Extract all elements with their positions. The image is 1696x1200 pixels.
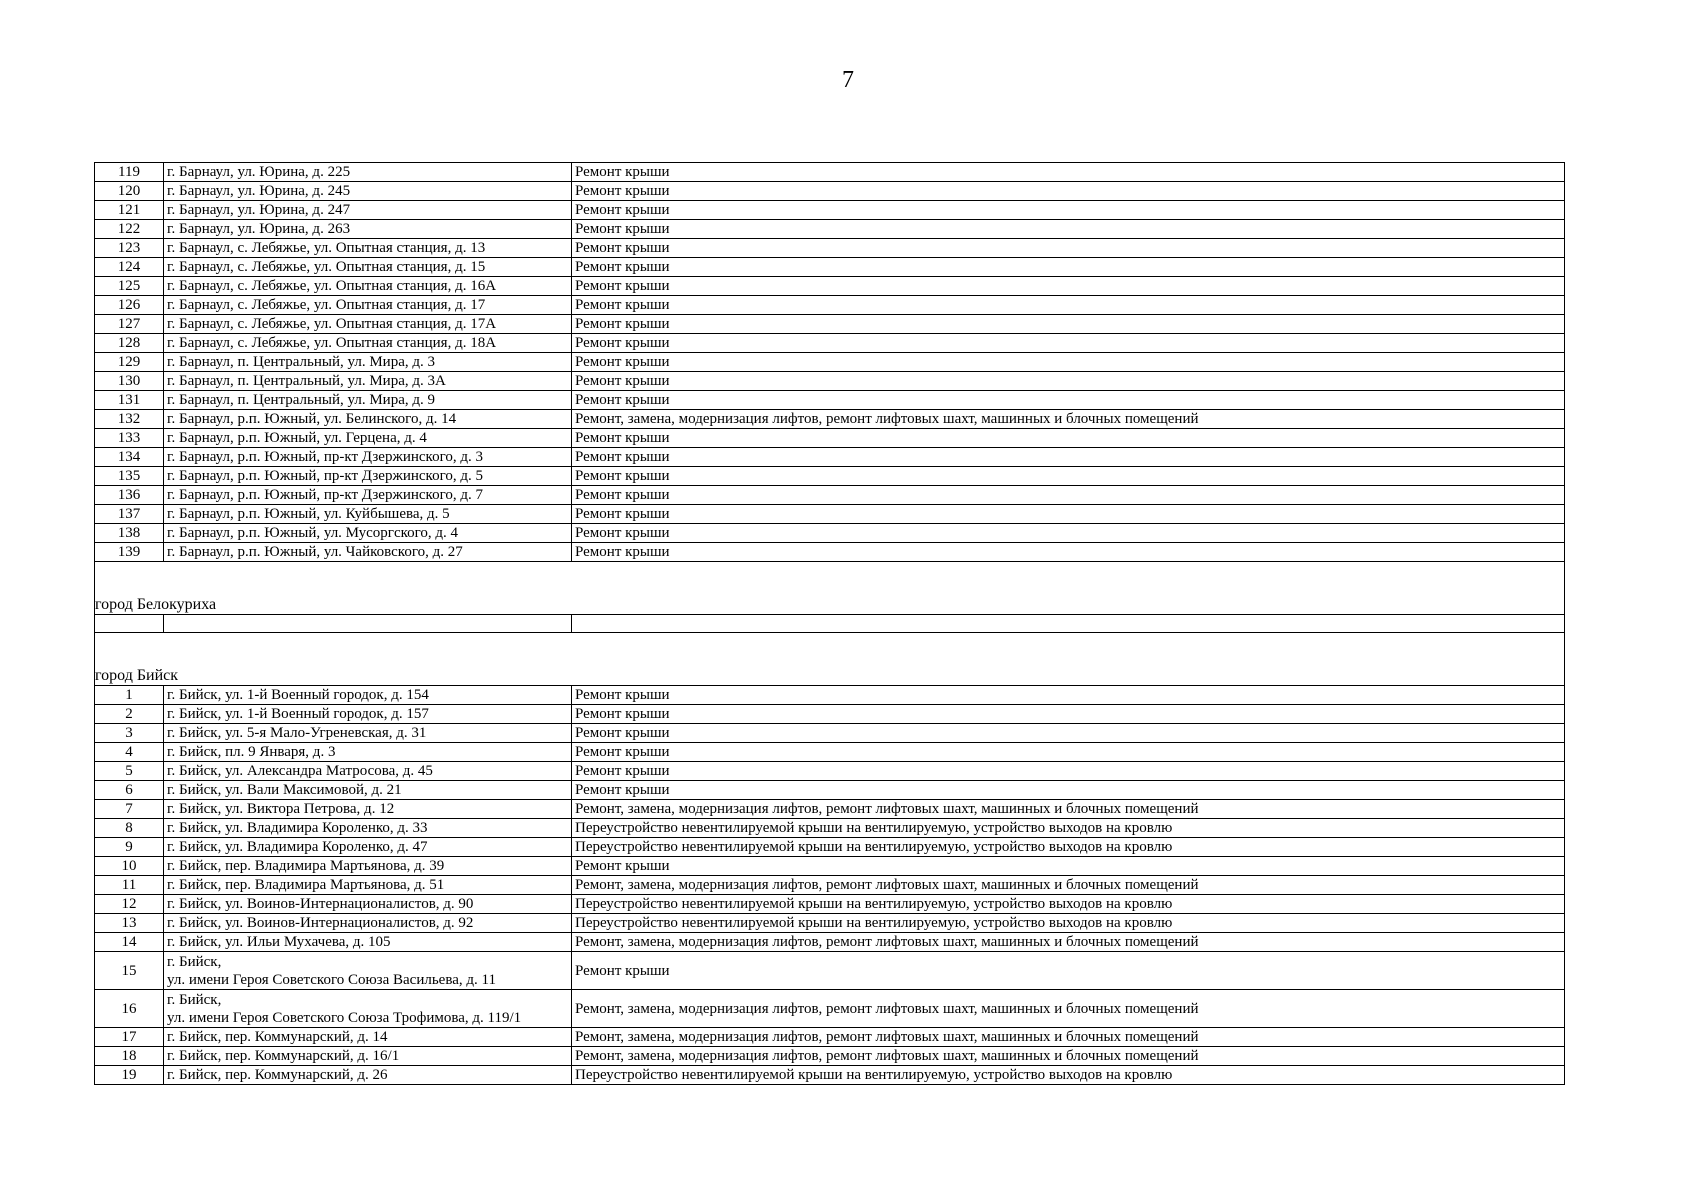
table-row — [95, 762, 1565, 781]
row-address: г. Барнаул, р.п. Южный, ул. Герцена, д. 4 — [164, 429, 572, 448]
row-work: Ремонт крыши — [572, 524, 1565, 543]
table-row — [95, 705, 1565, 724]
row-work: Ремонт крыши — [572, 705, 1565, 724]
row-number: 128 — [95, 334, 164, 353]
row-address: г. Барнаул, ул. Юрина, д. 263 — [164, 220, 572, 239]
row-work: Ремонт крыши — [572, 781, 1565, 800]
row-address-line: ул. имени Героя Советского Союза Васильева, д. 11 — [167, 972, 496, 988]
row-work: Ремонт крыши — [572, 239, 1565, 258]
row-number: 1 — [95, 686, 164, 705]
row-number: 122 — [95, 220, 164, 239]
row-number: 136 — [95, 486, 164, 505]
row-number: 134 — [95, 448, 164, 467]
row-work: Ремонт крыши — [572, 353, 1565, 372]
row-address: г. Бийск, пер. Коммунарский, д. 14 — [164, 1028, 572, 1047]
table-row — [95, 686, 1565, 705]
table-row — [95, 429, 1565, 448]
row-work: Ремонт крыши — [572, 448, 1565, 467]
row-work: Ремонт, замена, модернизация лифтов, ремонт лифтовых шахт, машинных и блочных помещений — [572, 1028, 1565, 1047]
row-number: 131 — [95, 391, 164, 410]
row-number: 133 — [95, 429, 164, 448]
section-title: город Белокуриха — [95, 562, 1565, 615]
table-row — [95, 876, 1565, 895]
row-address-line: г. Бийск, — [167, 954, 222, 970]
row-work: Ремонт крыши — [572, 952, 1565, 990]
table-row — [95, 952, 1565, 990]
row-address: г. Бийск, пер. Владимира Мартьянова, д. 39 — [164, 857, 572, 876]
row-number: 132 — [95, 410, 164, 429]
row-address: г. Бийск, ул. Владимира Короленко, д. 47 — [164, 838, 572, 857]
row-address: г. Барнаул, р.п. Южный, пр-кт Дзержинского, д. 5 — [164, 467, 572, 486]
row-number: 4 — [95, 743, 164, 762]
table-row — [95, 781, 1565, 800]
row-work: Ремонт, замена, модернизация лифтов, ремонт лифтовых шахт, машинных и блочных помещений — [572, 410, 1565, 429]
row-work — [572, 615, 1565, 633]
table-row — [95, 1028, 1565, 1047]
table-row — [95, 800, 1565, 819]
row-work: Ремонт крыши — [572, 686, 1565, 705]
row-address: г. Бийск, пл. 9 Января, д. 3 — [164, 743, 572, 762]
row-number: 120 — [95, 182, 164, 201]
row-address: г. Барнаул, с. Лебяжье, ул. Опытная станция, д. 17 — [164, 296, 572, 315]
table-row — [95, 914, 1565, 933]
row-work: Ремонт крыши — [572, 334, 1565, 353]
table-row — [95, 239, 1565, 258]
row-address: г. Бийск, пер. Владимира Мартьянова, д. 51 — [164, 876, 572, 895]
table-row — [95, 895, 1565, 914]
table-row — [95, 543, 1565, 562]
row-work: Ремонт крыши — [572, 220, 1565, 239]
row-number: 139 — [95, 543, 164, 562]
section-title: город Бийск — [95, 633, 1565, 686]
row-work: Ремонт крыши — [572, 182, 1565, 201]
works-table — [94, 162, 1565, 1085]
table-row — [95, 296, 1565, 315]
row-work: Ремонт крыши — [572, 762, 1565, 781]
row-number: 16 — [95, 990, 164, 1028]
row-number: 2 — [95, 705, 164, 724]
row-number: 8 — [95, 819, 164, 838]
row-number: 126 — [95, 296, 164, 315]
table-row — [95, 819, 1565, 838]
row-work: Ремонт крыши — [572, 467, 1565, 486]
row-work: Переустройство невентилируемой крыши на вентилируемую, устройство выходов на кровлю — [572, 914, 1565, 933]
table-row — [95, 724, 1565, 743]
row-number: 125 — [95, 277, 164, 296]
row-work: Ремонт крыши — [572, 724, 1565, 743]
row-address: г. Бийск, ул. Виктора Петрова, д. 12 — [164, 800, 572, 819]
row-work: Ремонт крыши — [572, 163, 1565, 182]
row-address — [164, 952, 572, 990]
table-row — [95, 258, 1565, 277]
empty-row — [95, 615, 1565, 633]
row-address-line: г. Бийск, — [167, 992, 222, 1008]
row-address: г. Бийск, ул. Вали Максимовой, д. 21 — [164, 781, 572, 800]
table-row — [95, 467, 1565, 486]
table-row — [95, 990, 1565, 1028]
row-address: г. Барнаул, с. Лебяжье, ул. Опытная станция, д. 15 — [164, 258, 572, 277]
row-work: Ремонт крыши — [572, 201, 1565, 220]
table-row — [95, 1047, 1565, 1066]
row-work: Ремонт крыши — [572, 429, 1565, 448]
row-number: 123 — [95, 239, 164, 258]
row-address: г. Бийск, ул. Владимира Короленко, д. 33 — [164, 819, 572, 838]
table-row — [95, 220, 1565, 239]
table-row — [95, 486, 1565, 505]
table-row — [95, 163, 1565, 182]
row-address: г. Барнаул, р.п. Южный, пр-кт Дзержинского, д. 3 — [164, 448, 572, 467]
table-row — [95, 353, 1565, 372]
row-number: 11 — [95, 876, 164, 895]
row-work: Ремонт крыши — [572, 296, 1565, 315]
row-number: 6 — [95, 781, 164, 800]
row-work: Переустройство невентилируемой крыши на вентилируемую, устройство выходов на кровлю — [572, 819, 1565, 838]
row-number: 12 — [95, 895, 164, 914]
row-work: Ремонт крыши — [572, 505, 1565, 524]
row-number: 10 — [95, 857, 164, 876]
row-address: г. Барнаул, ул. Юрина, д. 245 — [164, 182, 572, 201]
row-number: 18 — [95, 1047, 164, 1066]
row-address: г. Бийск, ул. Воинов-Интернационалистов, д. 90 — [164, 895, 572, 914]
row-address: г. Барнаул, с. Лебяжье, ул. Опытная станция, д. 16А — [164, 277, 572, 296]
row-address — [164, 615, 572, 633]
row-work: Ремонт крыши — [572, 391, 1565, 410]
row-address: г. Барнаул, р.п. Южный, ул. Куйбышева, д. 5 — [164, 505, 572, 524]
row-work: Ремонт крыши — [572, 857, 1565, 876]
row-number: 129 — [95, 353, 164, 372]
section-belokurikha — [95, 562, 1565, 615]
table-row — [95, 1066, 1565, 1085]
table-row — [95, 334, 1565, 353]
row-number: 13 — [95, 914, 164, 933]
row-address: г. Барнаул, ул. Юрина, д. 247 — [164, 201, 572, 220]
table-row — [95, 933, 1565, 952]
table-row — [95, 372, 1565, 391]
table-body — [95, 163, 1565, 1085]
table-row — [95, 448, 1565, 467]
row-number: 17 — [95, 1028, 164, 1047]
row-work: Переустройство невентилируемой крыши на вентилируемую, устройство выходов на кровлю — [572, 838, 1565, 857]
row-address: г. Барнаул, р.п. Южный, ул. Чайковского, д. 27 — [164, 543, 572, 562]
row-number: 9 — [95, 838, 164, 857]
row-address: г. Бийск, ул. 5-я Мало-Угреневская, д. 31 — [164, 724, 572, 743]
row-address: г. Барнаул, п. Центральный, ул. Мира, д. 9 — [164, 391, 572, 410]
row-address: г. Бийск, ул. 1-й Военный городок, д. 154 — [164, 686, 572, 705]
row-address: г. Бийск, пер. Коммунарский, д. 16/1 — [164, 1047, 572, 1066]
row-work: Переустройство невентилируемой крыши на вентилируемую, устройство выходов на кровлю — [572, 895, 1565, 914]
row-address: г. Барнаул, с. Лебяжье, ул. Опытная станция, д. 13 — [164, 239, 572, 258]
row-address: г. Барнаул, р.п. Южный, ул. Белинского, д. 14 — [164, 410, 572, 429]
row-address: г. Барнаул, с. Лебяжье, ул. Опытная станция, д. 17А — [164, 315, 572, 334]
row-number: 5 — [95, 762, 164, 781]
row-address: г. Бийск, ул. Александра Матросова, д. 45 — [164, 762, 572, 781]
row-work: Ремонт крыши — [572, 315, 1565, 334]
row-number: 3 — [95, 724, 164, 743]
table-row — [95, 524, 1565, 543]
table-row — [95, 410, 1565, 429]
row-work: Ремонт крыши — [572, 486, 1565, 505]
table-row — [95, 838, 1565, 857]
row-work: Ремонт крыши — [572, 543, 1565, 562]
row-address — [164, 990, 572, 1028]
row-address: г. Барнаул, п. Центральный, ул. Мира, д. 3 — [164, 353, 572, 372]
table-row — [95, 315, 1565, 334]
row-address-line: ул. имени Героя Советского Союза Трофимова, д. 119/1 — [167, 1010, 522, 1026]
row-number: 124 — [95, 258, 164, 277]
table-row — [95, 277, 1565, 296]
table-row — [95, 505, 1565, 524]
row-address: г. Бийск, ул. 1-й Военный городок, д. 157 — [164, 705, 572, 724]
row-work: Ремонт крыши — [572, 277, 1565, 296]
row-work: Ремонт, замена, модернизация лифтов, ремонт лифтовых шахт, машинных и блочных помещений — [572, 990, 1565, 1028]
table-row — [95, 743, 1565, 762]
table-row — [95, 201, 1565, 220]
row-work: Ремонт, замена, модернизация лифтов, ремонт лифтовых шахт, машинных и блочных помещений — [572, 1047, 1565, 1066]
row-address: г. Барнаул, ул. Юрина, д. 225 — [164, 163, 572, 182]
row-address: г. Барнаул, р.п. Южный, пр-кт Дзержинского, д. 7 — [164, 486, 572, 505]
table-row — [95, 391, 1565, 410]
row-number: 19 — [95, 1066, 164, 1085]
row-number: 7 — [95, 800, 164, 819]
row-work: Переустройство невентилируемой крыши на вентилируемую, устройство выходов на кровлю — [572, 1066, 1565, 1085]
row-work: Ремонт, замена, модернизация лифтов, ремонт лифтовых шахт, машинных и блочных помещений — [572, 800, 1565, 819]
row-work: Ремонт крыши — [572, 258, 1565, 277]
row-address: г. Бийск, пер. Коммунарский, д. 26 — [164, 1066, 572, 1085]
row-address: г. Бийск, ул. Ильи Мухачева, д. 105 — [164, 933, 572, 952]
row-address: г. Барнаул, п. Центральный, ул. Мира, д. 3А — [164, 372, 572, 391]
table-row — [95, 182, 1565, 201]
row-number — [95, 615, 164, 633]
row-address: г. Барнаул, с. Лебяжье, ул. Опытная станция, д. 18А — [164, 334, 572, 353]
page-number: 7 — [842, 67, 854, 93]
row-number: 127 — [95, 315, 164, 334]
row-number: 14 — [95, 933, 164, 952]
row-work: Ремонт крыши — [572, 743, 1565, 762]
row-address: г. Барнаул, р.п. Южный, ул. Мусоргского, д. 4 — [164, 524, 572, 543]
row-work: Ремонт, замена, модернизация лифтов, ремонт лифтовых шахт, машинных и блочных помещений — [572, 933, 1565, 952]
row-number: 135 — [95, 467, 164, 486]
row-number: 121 — [95, 201, 164, 220]
row-number: 138 — [95, 524, 164, 543]
row-address: г. Бийск, ул. Воинов-Интернационалистов, д. 92 — [164, 914, 572, 933]
table-row — [95, 857, 1565, 876]
row-number: 137 — [95, 505, 164, 524]
row-work: Ремонт, замена, модернизация лифтов, ремонт лифтовых шахт, машинных и блочных помещений — [572, 876, 1565, 895]
row-work: Ремонт крыши — [572, 372, 1565, 391]
row-number: 119 — [95, 163, 164, 182]
row-number: 130 — [95, 372, 164, 391]
section-biysk — [95, 633, 1565, 686]
row-number: 15 — [95, 952, 164, 990]
